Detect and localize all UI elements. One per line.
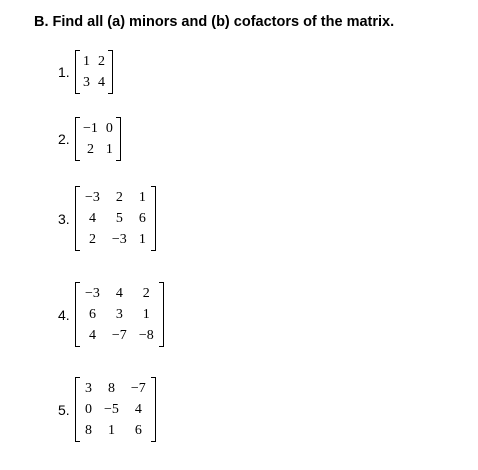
matrix-cell: 8 [107,381,115,396]
matrix-cell: 1 [105,142,113,157]
matrix-cell: 1 [107,423,115,438]
matrix-cell: 0 [105,121,113,136]
problem-number: 1. [58,64,70,80]
matrix-3x3 [75,186,156,251]
matrix-cell: 3 [83,75,90,90]
matrix-cell: 6 [88,307,96,322]
matrix-cell: 4 [115,286,123,301]
matrix-cell: −7 [111,328,127,343]
problem-number: 3. [58,210,70,227]
matrix-cell: 1 [142,307,150,322]
matrix-cell: 5 [115,211,123,226]
matrix-cell: 2 [86,142,94,157]
problem-1 [58,50,113,94]
problem-4 [58,282,164,347]
matrix-cell: 4 [98,75,105,90]
matrix-cell: −1 [83,121,98,136]
matrix-cell: 1 [138,232,146,247]
problem-5 [58,377,156,442]
problem-3 [58,186,156,251]
problem-number: 2. [58,131,70,147]
matrix-cell: 6 [134,423,142,438]
matrix-cell: −5 [104,402,119,417]
matrix-3x3 [75,377,156,442]
matrix-cell: 2 [98,54,105,69]
matrix-3x3 [75,282,164,347]
matrix-cell: 2 [115,190,123,205]
problem-number: 5. [58,401,70,418]
matrix-cell: 4 [88,211,96,226]
matrix-2x2 [75,50,113,94]
problem-number: 4. [58,306,70,323]
matrix-cell: −7 [130,381,146,396]
matrix-2x2 [75,117,121,161]
matrix-cell: −8 [138,328,154,343]
matrix-cell: 0 [85,402,92,417]
matrix-cell: 4 [88,328,96,343]
matrix-cell: −3 [85,190,100,205]
matrix-cell: 3 [115,307,123,322]
matrix-cell: 6 [138,211,146,226]
problem-set-title: B. Find all (a) minors and (b) cofactors of the matrix. [34,14,395,30]
matrix-cell: 2 [88,232,96,247]
matrix-cell: 2 [142,286,150,301]
matrix-cell: −3 [85,286,100,301]
matrix-cell: 1 [138,190,146,205]
matrix-cell: 3 [85,381,92,396]
matrix-cell: −3 [111,232,127,247]
matrix-cell: 8 [85,423,92,438]
matrix-cell: 1 [83,54,90,69]
problem-2 [58,117,121,161]
matrix-cell: 4 [134,402,142,417]
